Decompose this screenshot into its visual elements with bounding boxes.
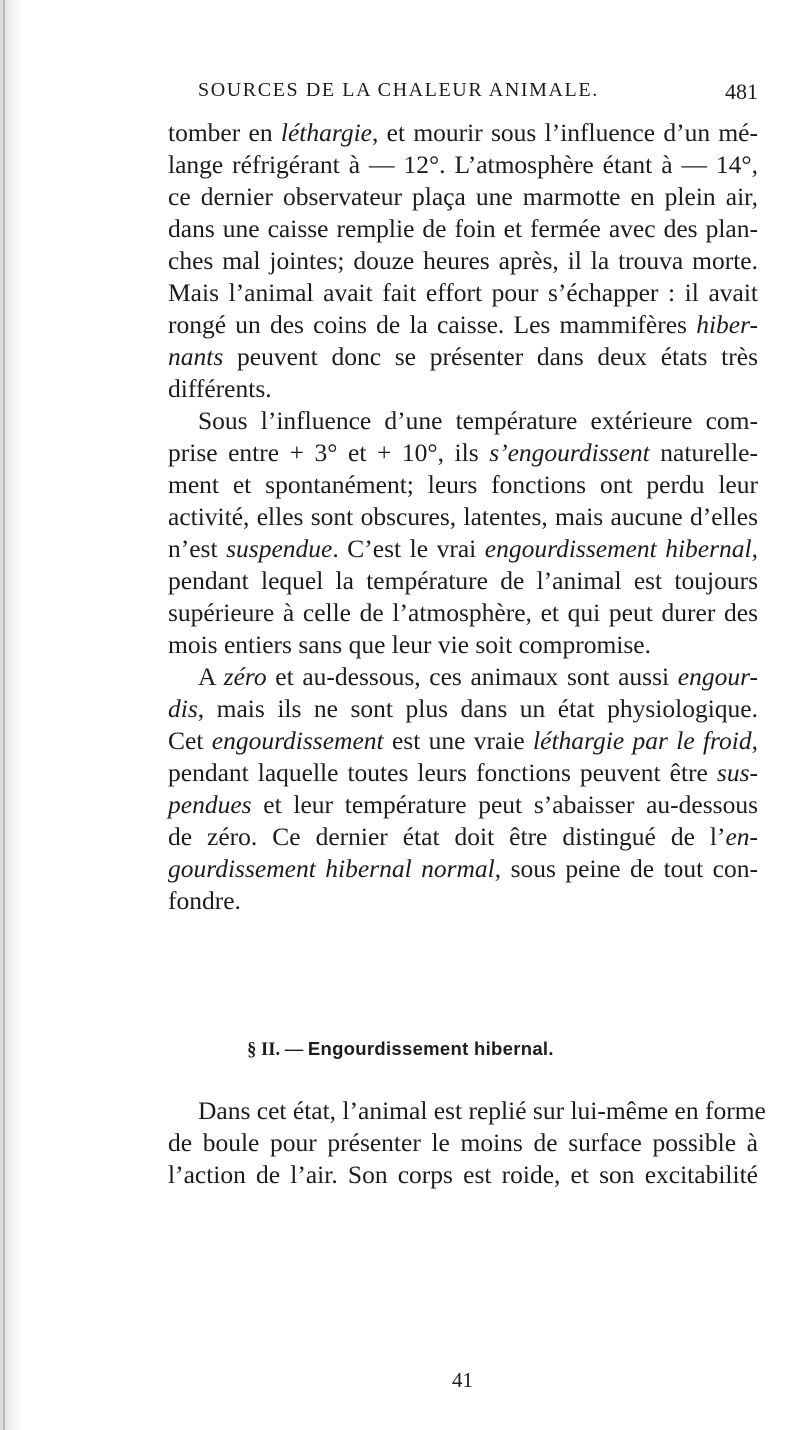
text-line	[168, 181, 758, 213]
italic-run: engourdissement hibernal	[484, 534, 752, 563]
text-run: pendant laquelle toutes leurs fonctions peuvent être	[168, 758, 717, 787]
section-number: § II.	[247, 1040, 281, 1060]
text-run: mois entiers sans que leur vie soit compromise.	[168, 630, 651, 659]
running-head: SOURCES DE LA CHALEUR ANIMALE.	[198, 79, 599, 101]
italic-run: hiber-	[696, 310, 758, 339]
italic-run: s’engourdissent	[489, 438, 650, 467]
text-line	[168, 757, 758, 789]
text-run: peuvent donc se présenter dans deux états très	[223, 342, 758, 371]
italic-run: gourdissement hibernal normal	[168, 854, 495, 883]
text-line	[168, 245, 758, 277]
text-line	[168, 1127, 758, 1159]
text-run: Sous l’influence d’une température extérieure com-	[198, 406, 758, 435]
text-run: prise entre + 3° et + 10°, ils	[168, 438, 490, 467]
text-run: de boule pour présenter le moins de surface possible à	[168, 1128, 758, 1157]
italic-run: engour-	[677, 662, 758, 691]
text-line	[168, 469, 758, 501]
text-line	[168, 437, 758, 469]
text-run: ,	[751, 534, 758, 563]
text-run: , mais ils ne sont plus dans un état physiologique.	[197, 694, 758, 723]
text-line	[168, 885, 758, 917]
italic-run: engourdissement	[211, 726, 384, 755]
text-run: de zéro. Ce dernier état doit être distingué de l’	[168, 822, 726, 851]
text-run: tomber en	[168, 118, 281, 147]
section-heading	[0, 1038, 801, 1061]
text-run: pendant lequel la température de l’animal est toujours	[168, 566, 758, 595]
text-run: supérieure à celle de l’atmosphère, et qui peut durer des	[168, 598, 758, 627]
text-line	[168, 1159, 758, 1191]
text-run: l’action de l’air. Son corps est roide, et son excitabilité	[168, 1160, 758, 1189]
text-line	[168, 501, 758, 533]
text-line	[168, 789, 758, 821]
text-run: ce dernier observateur plaça une marmotte en plein air,	[168, 182, 758, 211]
text-line	[168, 693, 758, 725]
text-line	[168, 213, 758, 245]
text-run: lange réfrigérant à — 12°. L’atmosphère étant à — 14°,	[168, 150, 758, 179]
section-dash: —	[284, 1040, 304, 1060]
text-run: ment et spontanément; leurs fonctions ont perdu leur	[168, 470, 758, 499]
text-line	[168, 597, 758, 629]
text-run: A	[198, 662, 224, 691]
text-run: naturelle-	[649, 438, 758, 467]
text-line	[168, 725, 758, 757]
text-run: différents.	[168, 374, 272, 403]
text-line	[198, 1095, 766, 1127]
text-line	[168, 533, 758, 565]
text-line	[168, 117, 758, 149]
text-run: rongé un des coins de la caisse. Les mammifères	[168, 310, 697, 339]
text-line	[168, 309, 758, 341]
text-run: dans une caisse remplie de foin et fermée avec des plan-	[168, 214, 758, 243]
text-run: . C’est le vrai	[332, 534, 485, 563]
text-run: ches mal jointes; douze heures après, il la trouva morte.	[168, 246, 758, 275]
text-run: ,	[751, 726, 758, 755]
text-line	[168, 821, 758, 853]
page-number: 481	[725, 79, 758, 104]
italic-run: pendues	[168, 790, 252, 819]
text-line	[168, 565, 758, 597]
text-line	[198, 405, 758, 437]
text-run: n’est	[168, 534, 227, 563]
binding-edge	[3, 0, 5, 1430]
text-line	[168, 373, 758, 405]
text-run: Cet	[168, 726, 212, 755]
page-header	[198, 79, 758, 109]
italic-run: léthargie par le froid	[533, 726, 752, 755]
text-run: et leur température peut s’abaisser au-dessous	[251, 790, 758, 819]
section-title: Engourdissement hibernal.	[307, 1038, 554, 1059]
italic-run: sus-	[716, 758, 758, 787]
text-line	[198, 661, 758, 693]
text-run: fondre.	[168, 886, 241, 915]
text-run: et au-dessous, ces animaux sont aussi	[266, 662, 678, 691]
signature-mark: 41	[452, 1368, 473, 1392]
italic-run: dis	[168, 694, 198, 723]
italic-run: suspendue	[226, 534, 333, 563]
italic-run: zéro	[223, 662, 267, 691]
text-run: Dans cet état, l’animal est replié sur lui-même en forme	[198, 1096, 766, 1125]
text-line	[168, 341, 758, 373]
text-line	[168, 277, 758, 309]
text-run: , et mourir sous l’influence d’un mé-	[371, 118, 758, 147]
text-run: est une vraie	[383, 726, 534, 755]
italic-run: léthargie	[280, 118, 372, 147]
text-line	[168, 853, 758, 885]
italic-run: en-	[725, 822, 758, 851]
text-run: Mais l’animal avait fait effort pour s’échapper : il avait	[168, 278, 758, 307]
text-line	[168, 149, 758, 181]
text-run: , sous peine de tout con-	[494, 854, 758, 883]
text-run: activité, elles sont obscures, latentes, mais aucune d’elles	[168, 502, 758, 531]
text-line	[168, 629, 758, 661]
italic-run: nants	[168, 342, 224, 371]
